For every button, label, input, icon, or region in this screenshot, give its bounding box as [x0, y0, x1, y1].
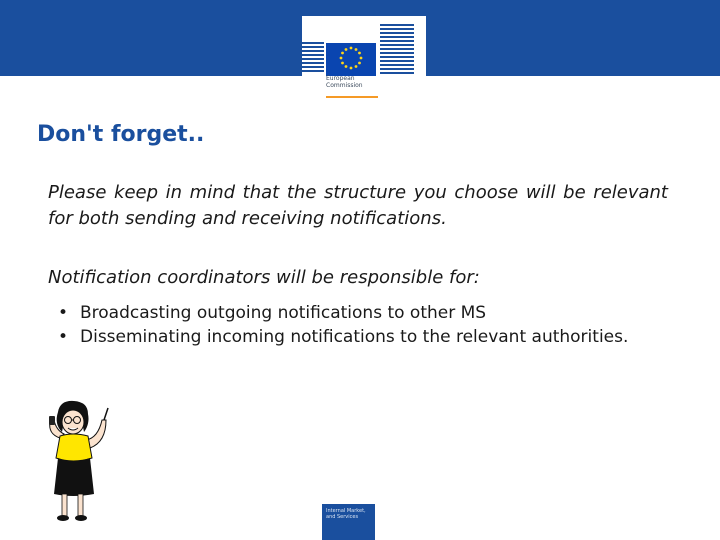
responsibility-intro: Notification coordinators will be responsible for:	[48, 267, 480, 288]
bullet-icon: •	[58, 303, 69, 323]
logo-line-european: European	[326, 75, 355, 82]
commission-wordmark	[326, 75, 363, 89]
intro-paragraph: Please keep in mind that the structure you choose will be relevant for both sending and receiving notifications.	[48, 182, 668, 229]
responsibility-list	[58, 301, 668, 349]
logo-underline	[326, 96, 378, 98]
slide-title: Don't forget..	[37, 122, 205, 147]
bullet-text: Broadcasting outgoing notifications to other MS	[80, 303, 487, 323]
woman-pointing-icon	[38, 398, 118, 526]
commission-building-icon	[302, 16, 426, 76]
footer-dg-text	[326, 508, 366, 520]
bullet-icon: •	[58, 327, 69, 347]
european-commission-logo	[302, 16, 426, 100]
list-item	[58, 325, 668, 349]
list-item	[58, 301, 668, 325]
footer-dg-logo	[322, 504, 375, 540]
footer-line-2: and Services	[326, 514, 359, 520]
bullet-text: Disseminating incoming notifications to the relevant authorities.	[80, 327, 629, 347]
logo-line-commission: Commission	[326, 82, 363, 89]
footer-line-1: Internal Market,	[326, 508, 366, 514]
